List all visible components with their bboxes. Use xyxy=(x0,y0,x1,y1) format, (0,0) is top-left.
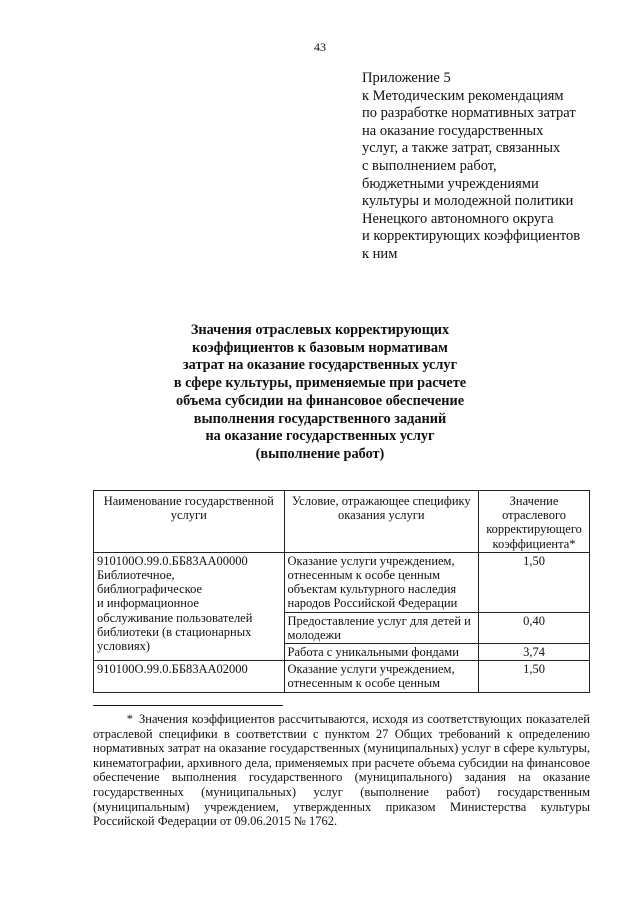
footnote-mark: * xyxy=(126,712,133,726)
service-line: Библиотечное, xyxy=(97,568,175,583)
coefficient-cell: 0,40 xyxy=(479,612,590,643)
appendix-line: услуг, а также затрат, связанных xyxy=(362,140,561,157)
table-row xyxy=(94,552,590,612)
service-line: и информационное xyxy=(97,596,199,611)
footnote-divider xyxy=(93,705,283,706)
condition-cell: Предоставление услуг для детей и молодежи xyxy=(284,612,479,643)
footnote-text: Значения коэффициентов рассчитываются, исходя из соответствующих показателей отраслевой специфики в соответствии с пунктом 27 Общих требований к определению нормативных затрат на оказание государственных (муниципальных) услуг в сфере культуры, кинематографии, архивного дела, применяемых при расчете объема субсидии на финансовое обеспечение выполнения государственного (муниципального) задания на оказание государственных (муниципальных) услуг (выполнение работ) государственным (муниципальным) учреждением, утвержденных приказом Министерства культуры Российской Федерации от 09.06.2015 № 1762. xyxy=(93,712,590,829)
appendix-line: бюджетными учреждениями xyxy=(362,175,539,192)
appendix-reference xyxy=(362,70,622,264)
condition-cell: Работа с уникальными фондами xyxy=(284,644,479,661)
service-line: обслуживание пользователей xyxy=(97,610,253,625)
service-line: условиях) xyxy=(97,639,151,654)
service-name-cell xyxy=(94,552,285,660)
header-service-name: Наименование государственной услуги xyxy=(94,491,285,553)
service-line: библиографическое xyxy=(97,582,203,597)
appendix-line: с выполнением работ, xyxy=(362,157,497,174)
title-line: на оказание государственных услуг xyxy=(205,428,435,445)
coefficient-cell: 1,50 xyxy=(479,661,590,692)
title-line: коэффициентов к базовым нормативам xyxy=(192,339,448,356)
appendix-line: к ним xyxy=(362,245,398,262)
title-line: в сфере культуры, применяемые при расчете xyxy=(173,375,467,392)
service-line: 910100О.99.0.ББ83АА00000 xyxy=(97,553,248,568)
page-number: 43 xyxy=(314,40,326,54)
appendix-line: Приложение 5 xyxy=(362,70,451,86)
appendix-line: культуры и молодежной политики xyxy=(362,193,574,210)
appendix-line: на оказание государственных xyxy=(362,122,544,139)
table-header-row xyxy=(94,491,590,553)
appendix-line: к Методическим рекомендациям xyxy=(362,87,564,104)
title-line: (выполнение работ) xyxy=(255,445,385,462)
appendix-line: по разработке нормативных затрат xyxy=(362,105,576,122)
appendix-line: Ненецкого автономного округа xyxy=(362,210,554,227)
title-line: затрат на оказание государственных услуг xyxy=(182,357,458,374)
appendix-line: и корректирующих коэффициентов xyxy=(362,228,581,245)
title-line: выполнения государственного заданий xyxy=(193,410,447,427)
condition-cell: Оказание услуги учреждением, отнесенным к особе ценным объектам культурного наследия народов Российской Федерации xyxy=(284,552,479,612)
service-line: библиотеки (в стационарных xyxy=(97,624,252,639)
title-line: объема субсидии на финансовое обеспечение xyxy=(175,392,465,409)
header-coefficient: Значение отраслевого корректирующего коэффициента* xyxy=(479,491,590,553)
coefficient-cell: 3,74 xyxy=(479,644,590,661)
header-condition: Условие, отражающее специфику оказания услуги xyxy=(284,491,479,553)
title-line: Значения отраслевых корректирующих xyxy=(190,322,450,338)
table-row xyxy=(94,661,590,692)
condition-cell: Оказание услуги учреждением, отнесенным к особе ценным xyxy=(284,661,479,692)
service-code-cell: 910100О.99.0.ББ83АА02000 xyxy=(94,661,285,692)
coefficients-table xyxy=(93,490,590,693)
document-title xyxy=(150,322,490,464)
coefficient-cell: 1,50 xyxy=(479,552,590,612)
footnote xyxy=(93,712,590,829)
